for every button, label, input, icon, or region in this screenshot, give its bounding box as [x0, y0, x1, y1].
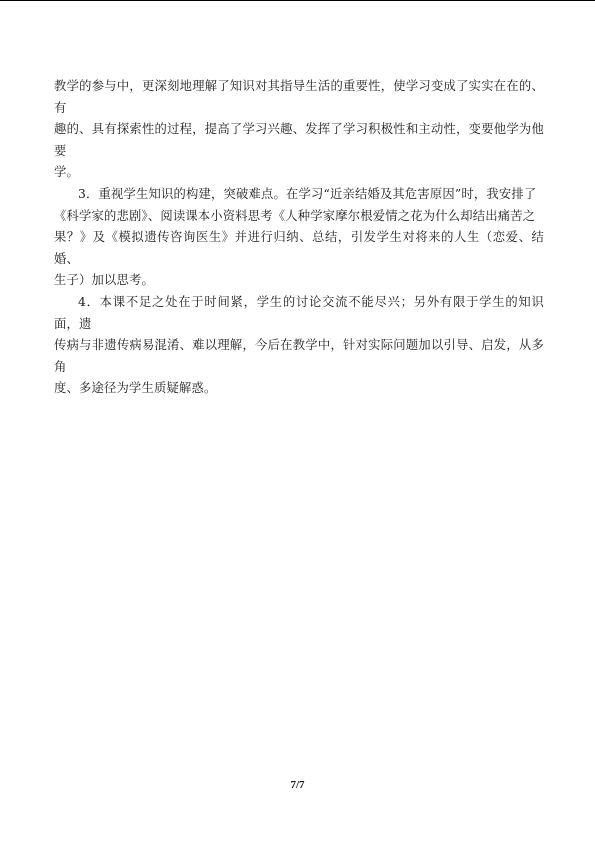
document-body: [54, 76, 544, 400]
paragraph-continuation: 教学的参与中，更深刻地理解了知识对其指导生活的重要性，使学习变成了实实在在的、有 趣的、具有探索性的过程，提高了学习兴趣、发挥了学习积极性和主动性，变要他学为他要 学。: [54, 79, 544, 180]
header-rule: [0, 0, 595, 1]
paragraph-point-4: 4．本课不足之处在于时间紧，学生的讨论交流不能尽兴；另外有限于学生的知识面，遗 传病与非遗传病易混淆、难以理解，今后在教学中，针对实际问题加以引导、启发，从多角 度、多途径为学生质疑解惑。: [54, 294, 544, 396]
paragraph-point-3: 3．重视学生知识的构建，突破难点。在学习“近亲结婚及其危害原因”时，我安排了 《科学家的悲剧》、阅读课本小资料思考《人种学家摩尔根爱情之花为什么却结出痛苦之 果？》及《模拟遗传咨询医生》并进行归纳、总结，引发学生对将来的人生（恋爱、结婚、 生子）加以思考。: [54, 186, 544, 288]
page-number: 7/7: [290, 779, 305, 791]
